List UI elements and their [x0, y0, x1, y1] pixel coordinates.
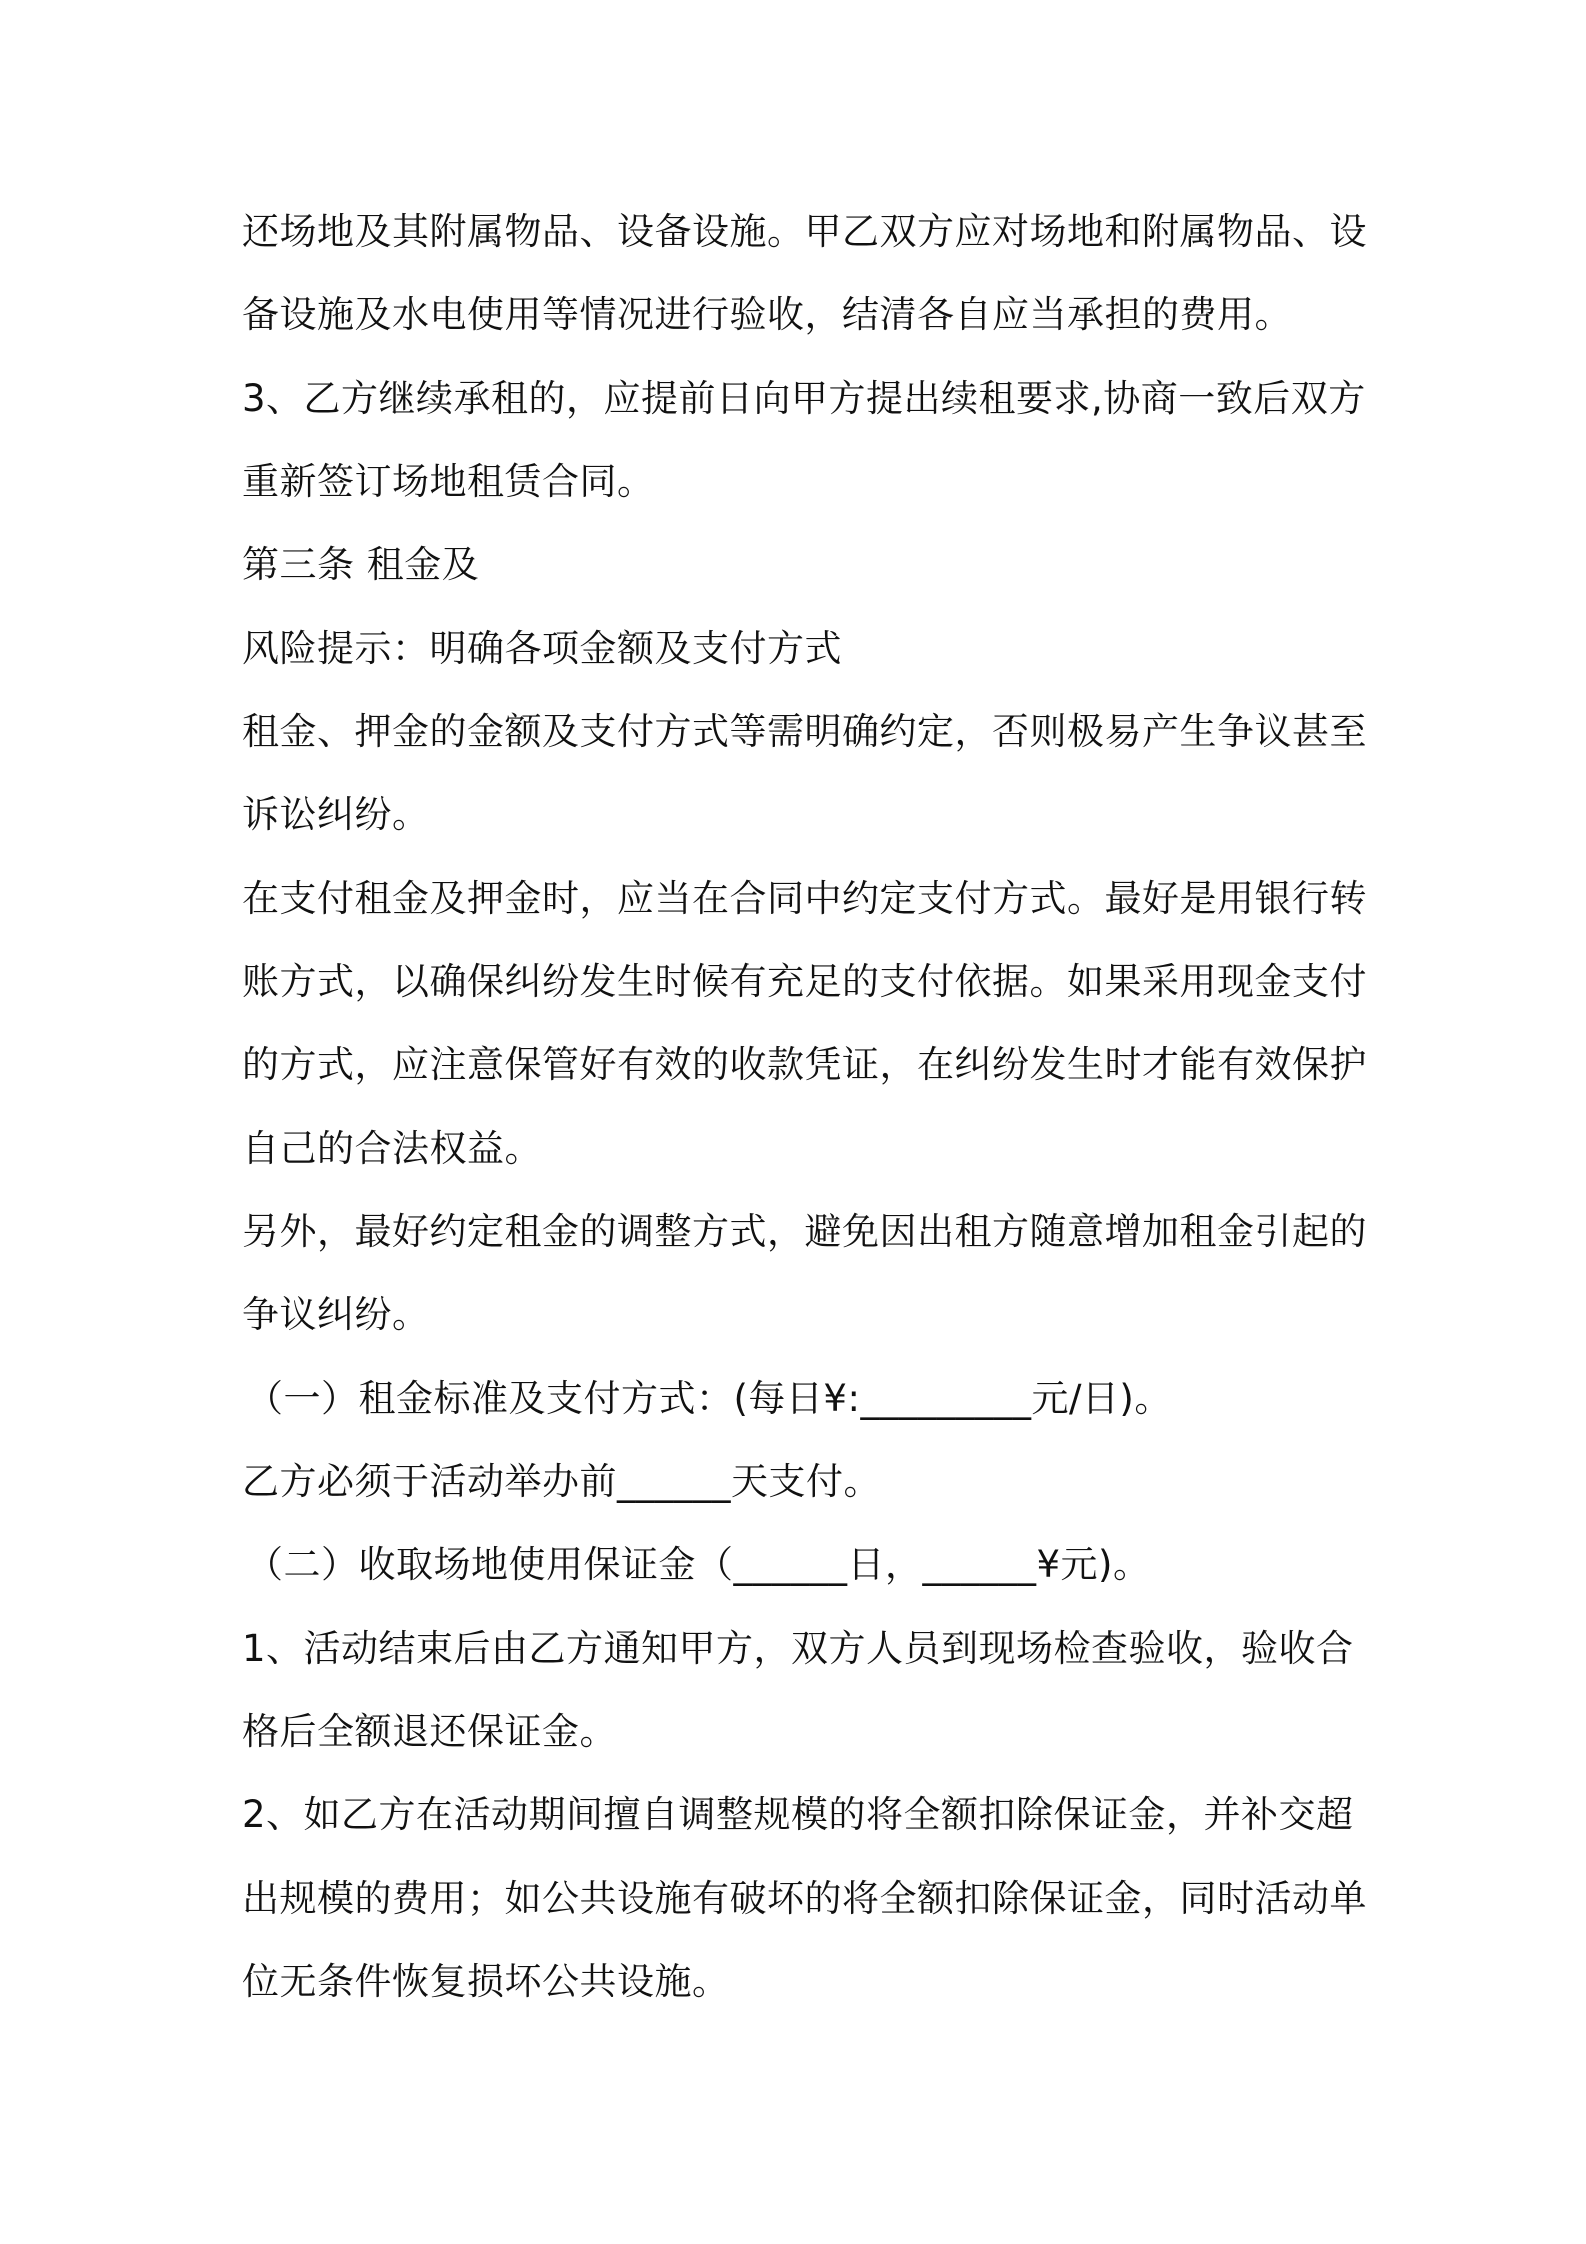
section-heading: 第三条 租金及: [242, 543, 480, 586]
text-line: 出规模的费用；如公共设施有破坏的将全额扣除保证金，同时活动单: [242, 1877, 1367, 1920]
text-line: 账方式，以确保纠纷发生时候有充足的支付依据。如果采用现金支付: [242, 960, 1367, 1003]
text-line: 自己的合法权益。: [242, 1127, 542, 1170]
text-line: 重新签订场地租赁合同。: [242, 460, 655, 503]
rent-standard-line: （一）租金标准及支付方式：(每日¥:_________元/日)。: [246, 1377, 1172, 1420]
deposit-line: （二）收取场地使用保证金（______日，______¥元)。: [246, 1543, 1151, 1586]
risk-hint-line: 风险提示：明确各项金额及支付方式: [242, 627, 842, 670]
text-line: 争议纠纷。: [242, 1293, 430, 1336]
text-line: 在支付租金及押金时，应当在合同中约定支付方式。最好是用银行转: [242, 877, 1367, 920]
text-line: 格后全额退还保证金。: [242, 1710, 617, 1753]
text-line: 2、如乙方在活动期间擅自调整规模的将全额扣除保证金，并补交超: [242, 1793, 1354, 1836]
text-line: 3、乙方继续承租的，应提前日向甲方提出续租要求,协商一致后双方: [242, 377, 1366, 420]
text-line: 诉讼纠纷。: [242, 793, 430, 836]
text-line: 还场地及其附属物品、设备设施。甲乙双方应对场地和附属物品、设: [242, 210, 1367, 253]
text-line: 1、活动结束后由乙方通知甲方，双方人员到现场检查验收，验收合: [242, 1627, 1354, 1670]
text-line: 租金、押金的金额及支付方式等需明确约定，否则极易产生争议甚至: [242, 710, 1367, 753]
text-line: 备设施及水电使用等情况进行验收，结清各自应当承担的费用。: [242, 293, 1292, 336]
payment-deadline-line: 乙方必须于活动举办前______天支付。: [242, 1460, 881, 1503]
text-line: 位无条件恢复损坏公共设施。: [242, 1960, 730, 2003]
text-line: 的方式，应注意保管好有效的收款凭证，在纠纷发生时才能有效保护: [242, 1043, 1367, 1086]
text-line: 另外，最好约定租金的调整方式，避免因出租方随意增加租金引起的: [242, 1210, 1367, 1253]
